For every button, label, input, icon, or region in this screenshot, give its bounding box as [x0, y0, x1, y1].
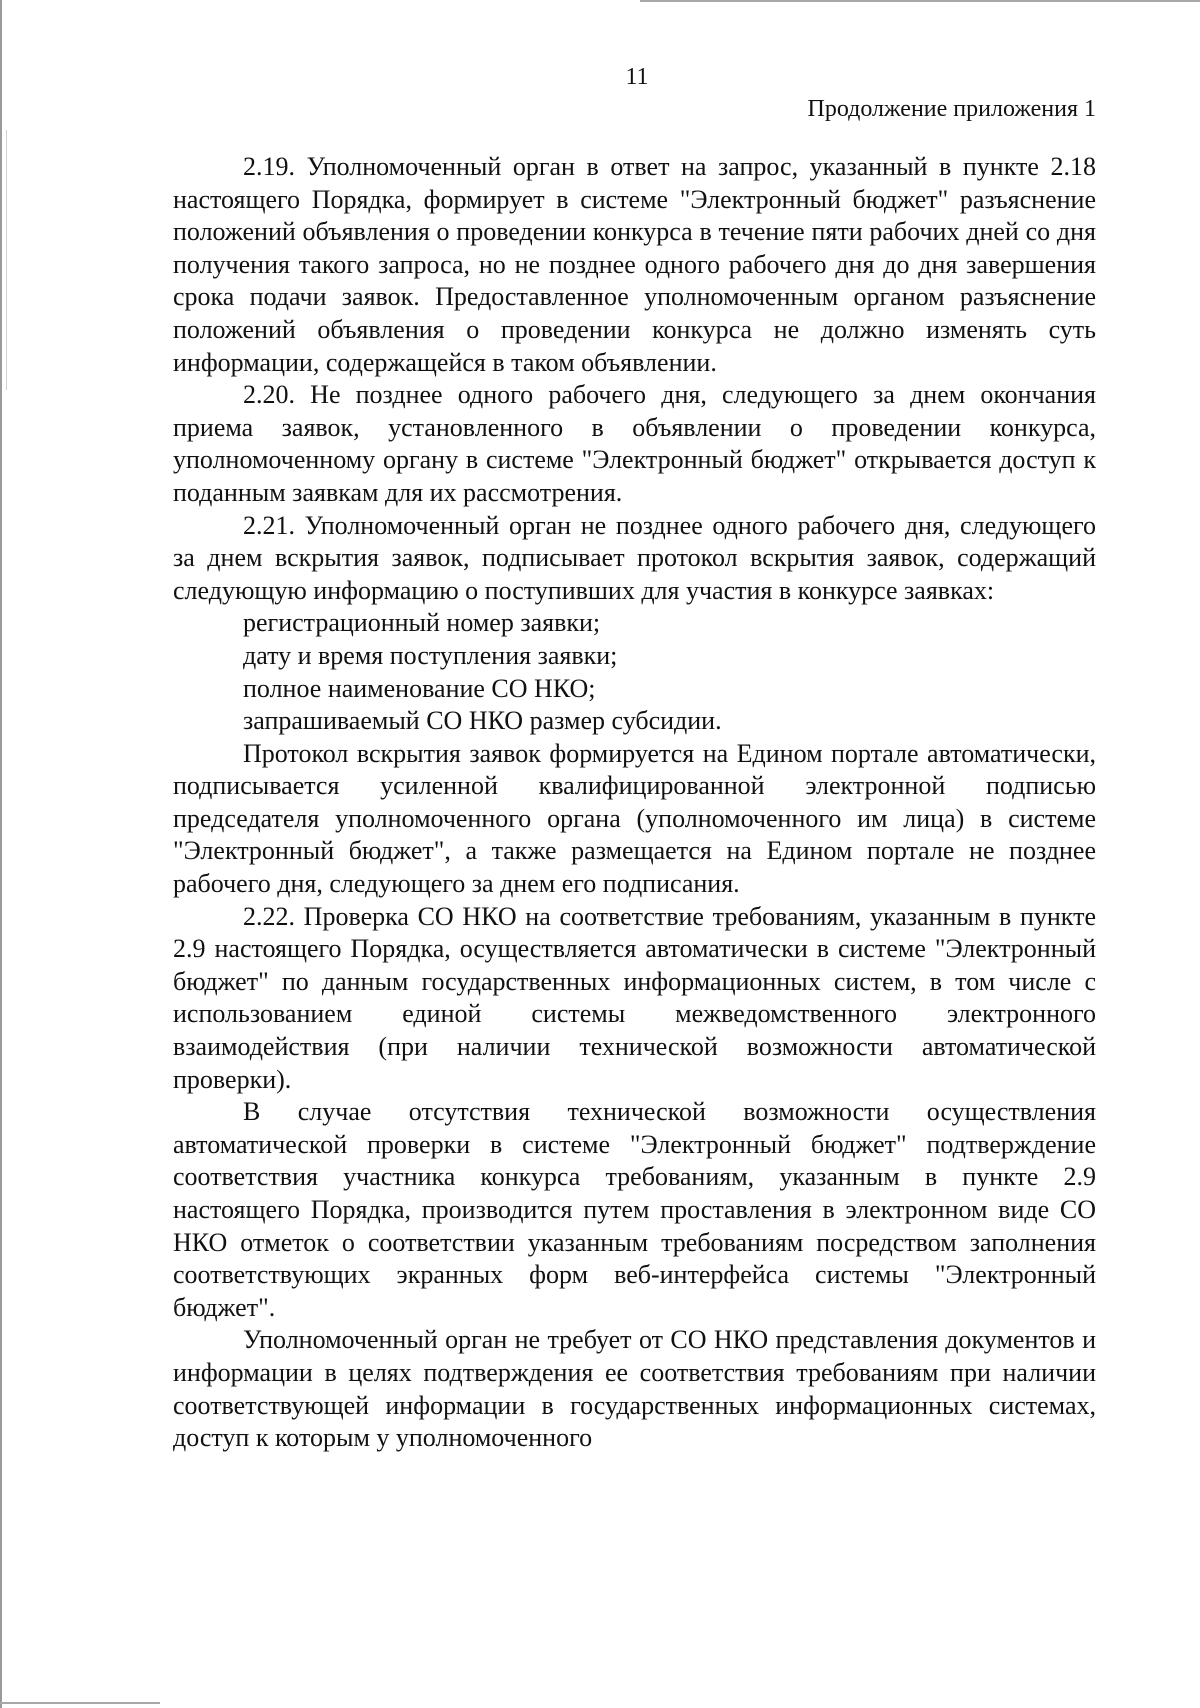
- paragraph-2-20: 2.20. Не позднее одного рабочего дня, следующего за днем окончания приема заявок, установленного в объявлении о проведении конкурса, уполномоченному органу в системе "Электронный бюджет" открывается доступ к поданным заявкам для их рассмотрения.: [173, 380, 1096, 507]
- scan-edge-top: [640, 0, 1200, 2]
- scan-edge-left-inner: [6, 130, 7, 390]
- running-head: Продолжение приложения 1: [807, 96, 1096, 122]
- paragraph-no-documents-required: Уполномоченный орган не требует от СО НКО представления документов и информации в целях подтверждения ее соответствия требованиям при наличии соответствующей информации в государственных информационных системах, доступ к которым у уполномоченного: [173, 1325, 1096, 1453]
- scan-edge-bottom: [0, 1702, 160, 1704]
- list-item-date-time: дату и время поступления заявки;: [243, 640, 618, 670]
- paragraph-2-21: 2.21. Уполномоченный орган не позднее одного рабочего дня, следующего за днем вскрытия заявок, подписывает протокол вскрытия заявок, содержащий следующую информацию о поступивших для участия в конкурсе заявках:: [173, 510, 1096, 605]
- list-item-full-name: полное наименование СО НКО;: [243, 673, 596, 703]
- page-number: 11: [625, 64, 649, 90]
- list-item-subsidy-amount: запрашиваемый СО НКО размер субсидии.: [243, 706, 722, 736]
- paragraph-protocol: Протокол вскрытия заявок формируется на Едином портале автоматически, подписывается усиленной квалифицированной электронной подписью председателя уполномоченного органа (уполномоченного им лица) в системе "Электронный бюджет", а также размещается на Едином портале не позднее рабочего дня, следующего за днем его подписания.: [173, 738, 1096, 899]
- document-body: [173, 151, 1096, 1455]
- scan-edge-left: [0, 0, 2, 1708]
- paragraph-2-19: 2.19. Уполномоченный орган в ответ на запрос, указанный в пункте 2.18 настоящего Порядка, формирует в системе "Электронный бюджет" разъяснение положений объявления о проведении конкурса в течение пяти рабочих дней со дня получения такого запроса, но не позднее одного рабочего дня до дня завершения срока подачи заявок. Предоставленное уполномоченным органом разъяснение положений объявления о проведении конкурса не должно изменять суть информации, содержащейся в таком объявлении.: [173, 152, 1096, 377]
- paragraph-2-22: 2.22. Проверка СО НКО на соответствие требованиям, указанным в пункте 2.9 настоящего Порядка, осуществляется автоматически в системе "Электронный бюджет" по данным государственных информационных систем, в том числе с использованием единой системы межведомственного электронного взаимодействия (при наличии технической возможности автоматической проверки).: [173, 901, 1096, 1094]
- paragraph-no-technical-possibility: В случае отсутствия технической возможности осуществления автоматической проверки в системе "Электронный бюджет" подтверждение соответствия участника конкурса требованиям, указанным в пункте 2.9 настоящего Порядка, производится путем проставления в электронном виде СО НКО отметок о соответствии указанным требованиям посредством заполнения соответствующих экранных форм веб-интерфейса системы "Электронный бюджет".: [173, 1097, 1096, 1322]
- list-item-registration-number: регистрационный номер заявки;: [243, 608, 601, 638]
